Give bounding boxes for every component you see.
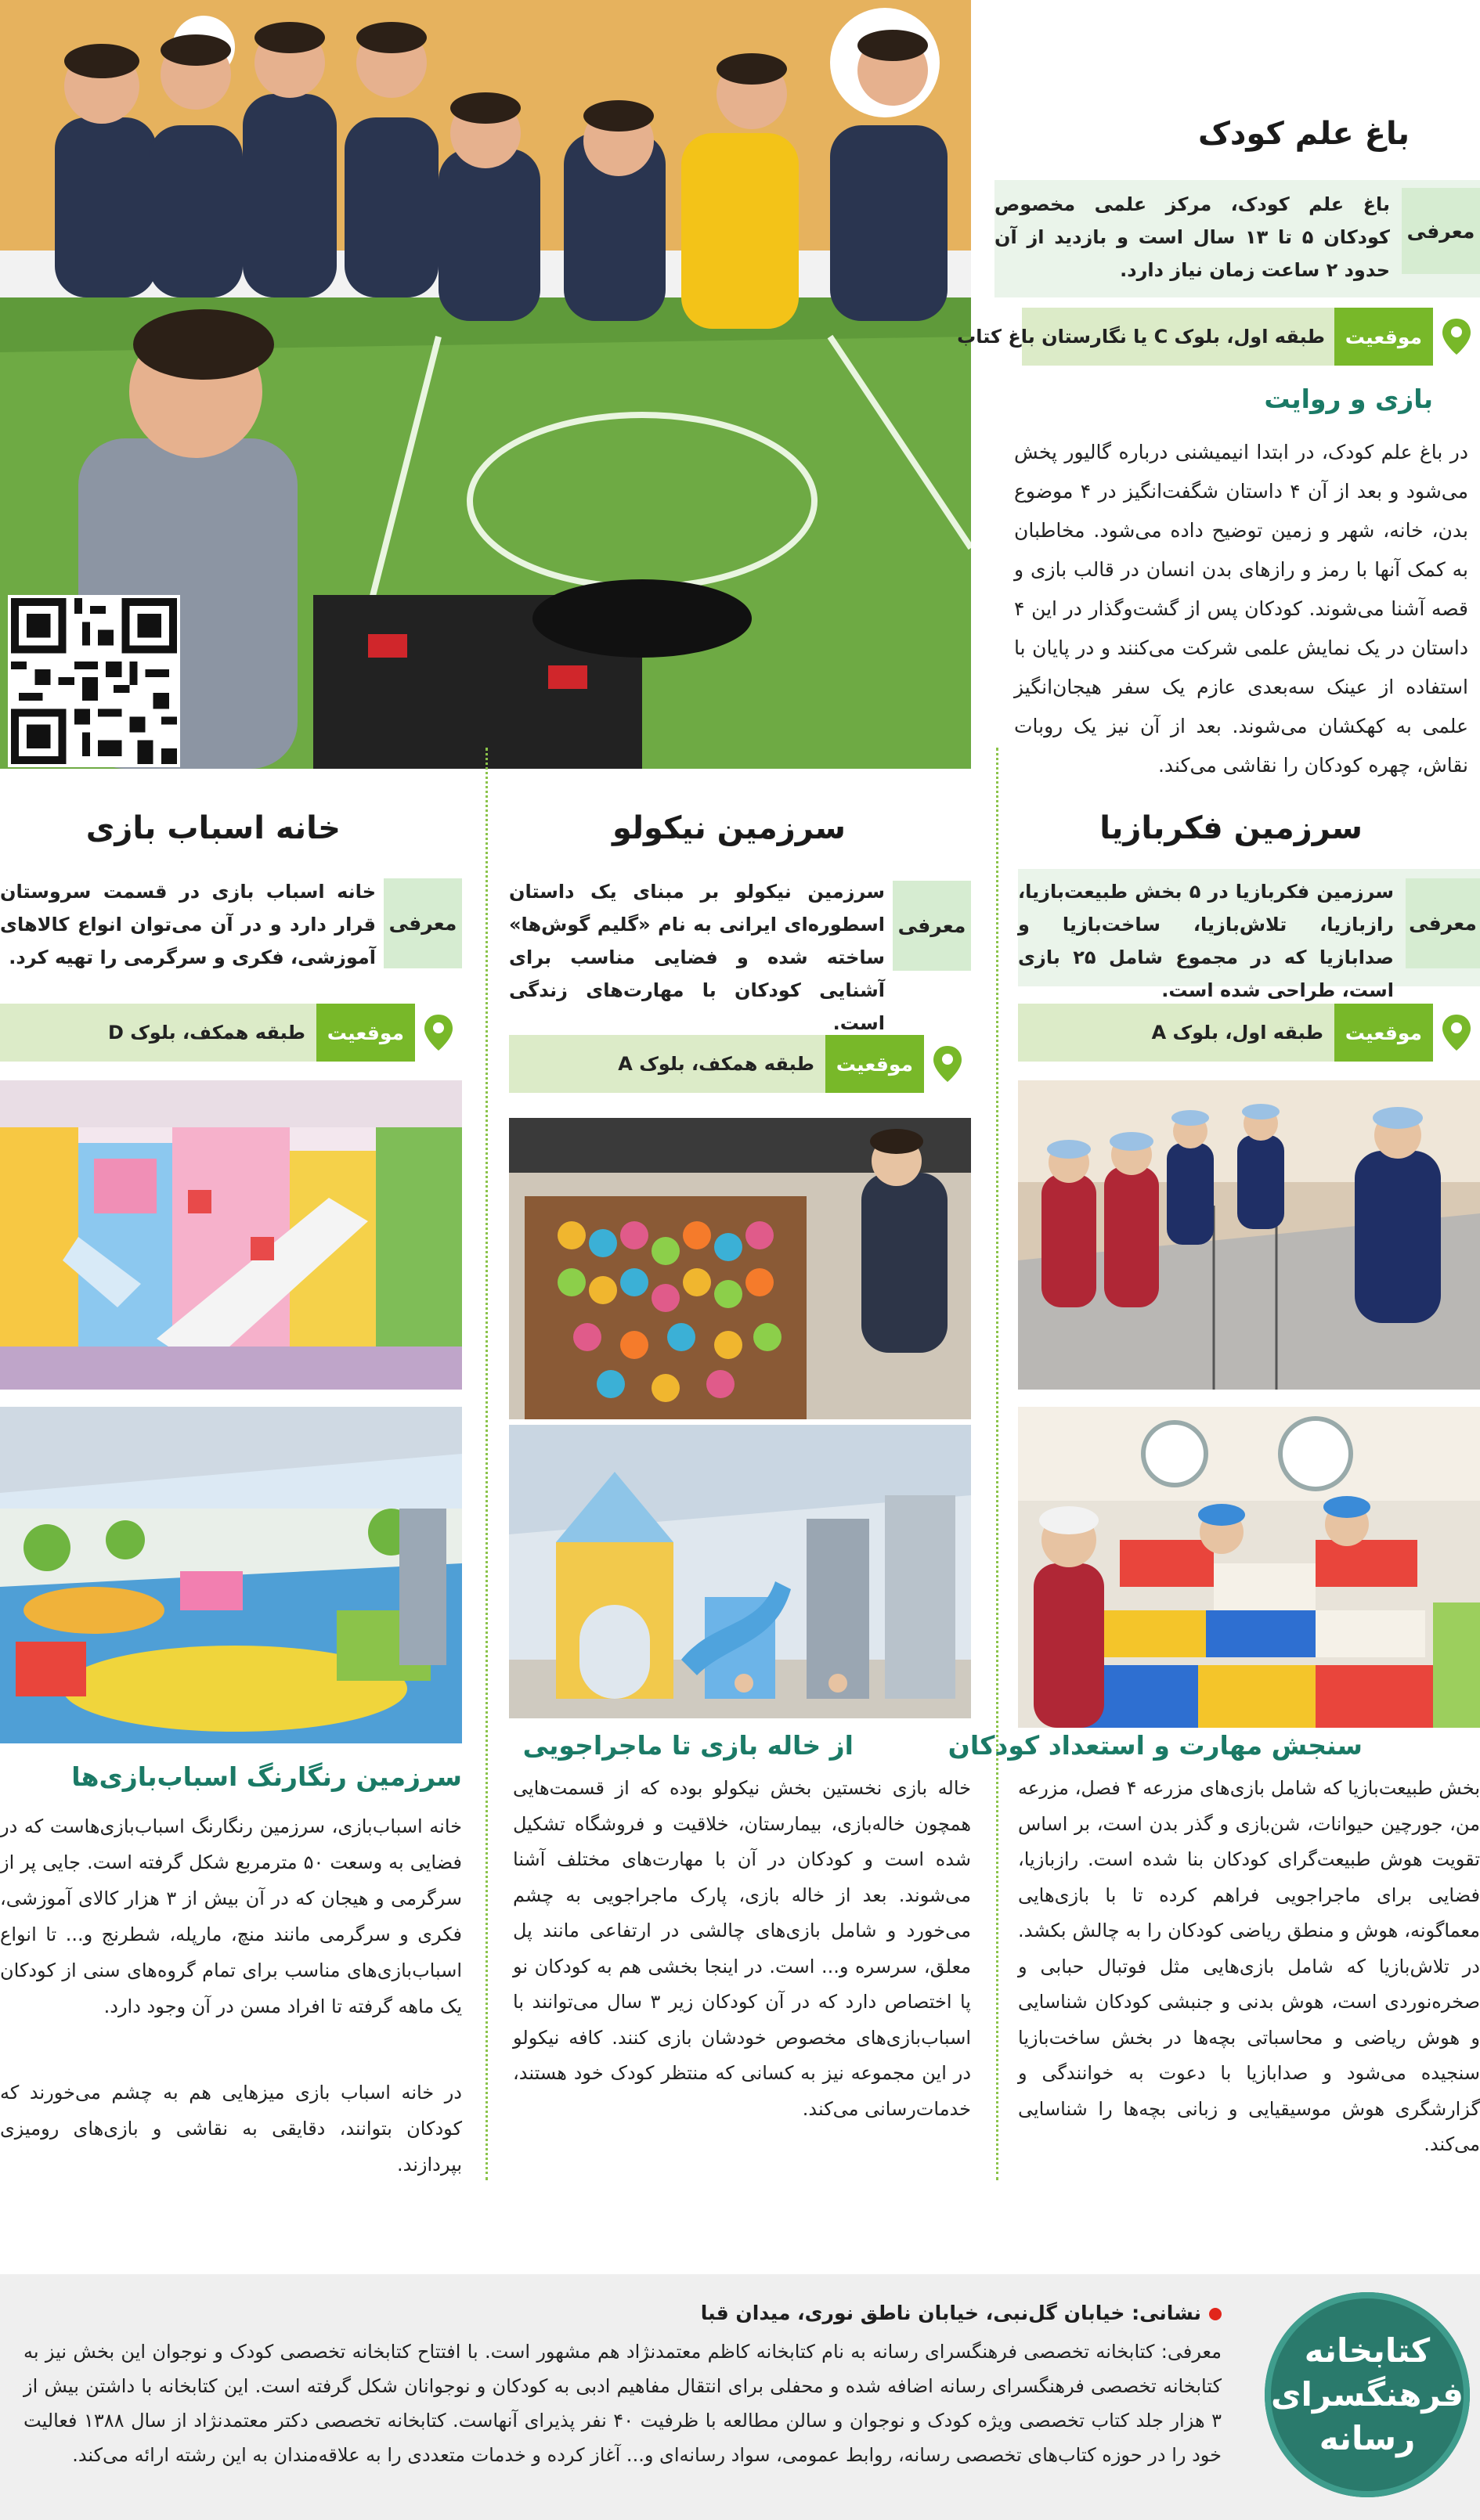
intro-tag: معرفی	[893, 881, 971, 971]
map-pin-icon	[1433, 1004, 1480, 1062]
location-text-toys: طبقه همکف، بلوک D	[107, 1022, 305, 1044]
location-bar-fekrbazia	[1018, 1004, 1480, 1062]
body-toys-2: در خانه اسباب بازی میزهایی هم به چشم می‌خورند که کودکان بتوانند، دقایقی به نقاشی و بازی‌های رومیزی بپردازند.	[0, 2082, 462, 2176]
badge-line: رسانه	[1319, 2419, 1416, 2457]
body-science-garden: در باغ علم کودک، در ابتدا انیمیشنی درباره گالیور پخش می‌شود و بعد از آن ۴ داستان شگفت‌انگیز در ۴ موضوع بدن، خانه، شهر و زمین توضیح داده می‌شود. مخاطبان به کمک آنها با رمز و رازهای بدن انسان در قالب بازی و قصه آشنا می‌شوند. کودکان پس از گشت‌وگذار در این ۴ داستان در یک نمایش علمی شرکت می‌کنند و در پایان با استفاده از عینک سه‌بعدی عازم یک سفر هیجان‌انگیز علمی به کهکشان می‌شوند. بعد از آن نیز یک روبات نقاش، چهره کودکان را نقاشی می‌کند.	[1014, 441, 1468, 777]
photo-fekrbazia-children-walking	[1018, 1080, 1480, 1390]
subhead-play-and-narration: بازی و روایت	[1264, 384, 1433, 414]
intro-text-science-garden: باغ علم کودک، مرکز علمی مخصوص کودکان ۵ تا ۱۳ سال است و بازدید از آن حدود ۲ ساعت زمان نیاز دارد.	[994, 193, 1390, 281]
map-pin-icon	[924, 1035, 971, 1093]
title-fekrbazia: سرزمین فکربازیا	[1099, 810, 1363, 846]
address-label: نشانی:	[1132, 2302, 1201, 2324]
badge-line: فرهنگسرای	[1270, 2375, 1464, 2414]
intro-text-fekrbazia: سرزمین فکربازیا در ۵ بخش طبیعت‌بازیا، رازبازیا، تلاش‌بازیا، ساخت‌بازیا و صدابازیا که در مجموع شامل ۲۵ بازی است، طراحی شده است.	[1018, 881, 1395, 1001]
map-pin-icon	[415, 1004, 462, 1062]
subhead-colorful-toy-land: سرزمین رنگارنگ اسباب‌بازی‌ها	[71, 1761, 462, 1792]
footer-description: معرفی: کتابخانه تخصصی فرهنگسرای رسانه به نام کتابخانه کاظم معتمدنژاد هم مشهور است. با افتتاح کتابخانه تخصصی کودک و نوجوان این بخش نیز به کتابخانه تخصصی فرهنگسرای رسانه اضافه شده و محفلی برای انتقال مفاهیم ادبی به کودکان و نوجوانان شکل گرفته است. این کتابخانه با داشتن بیش از ۳ هزار جلد کتاب تخصصی ویژه کودک و نوجوان و سالن مطالعه با ظرفیت ۴۰ نفر پذیرای آنهاست. کتابخانه تخصصی دکتر معتمدنژاد از سال ۱۳۸۸ فعالیت خود را در حوزه کتاب‌های تخصصی رسانه، روابط عمومی، سواد رسانه‌ای و... آغاز کرده و خدمات متعددی را به علاقه‌مندان به این رشته ارائه می‌کند.	[23, 2341, 1222, 2466]
title-toy-house: خانه اسباب بازی	[85, 810, 341, 846]
footer-address	[701, 2302, 1222, 2324]
location-tag: موقعیت	[1334, 1004, 1433, 1062]
title-nikolo: سرزمین نیکولو	[612, 810, 846, 846]
location-bar-nikolo	[509, 1035, 971, 1093]
media-culture-library-badge	[1265, 2292, 1470, 2497]
column-divider	[996, 748, 998, 2180]
intro-text-toys: خانه اسباب بازی در قسمت سروستان قرار دارد و در آن می‌توان انواع کالاهای آموزشی، فکری و سرگرمی را تهیه کرد.	[0, 881, 376, 968]
location-text-nikolo: طبقه همکف، بلوک A	[618, 1053, 814, 1075]
photo-toys-indoor-playground	[0, 1080, 462, 1390]
red-bullet-icon	[1209, 2308, 1222, 2320]
intro-tag: معرفی	[1402, 188, 1480, 274]
subhead-from-play-to-adventure: از خاله بازی تا ماجراجویی	[522, 1730, 854, 1761]
intro-tag: معرفی	[384, 878, 462, 968]
title-science-garden: باغ علم کودک	[1197, 116, 1410, 152]
photo-toys-colorful-land	[0, 1407, 462, 1743]
location-text-fekrbazia: طبقه اول، بلوک A	[1151, 1022, 1323, 1044]
location-bar-toys	[0, 1004, 462, 1062]
body-toys: خانه اسباب‌بازی، سرزمین رنگارنگ اسباب‌بازی‌هاست که در فضایی به وسعت ۵۰ مترمربع شکل گرفته است. جایی پر از سرگرمی و هیجان که در آن بیش از ۳ هزار کالای آموزشی، فکری و سرگرمی مانند منچ، مارپله، شطرنج و... تا انواع اسباب‌بازی‌های مناسب برای تمام گروه‌های سنی از کودکان یک ماهه گرفته تا افراد مسن در آن وجود دارد.	[0, 1815, 463, 2017]
location-bar-science-garden	[957, 308, 1480, 366]
qr-code[interactable]	[8, 595, 180, 767]
address-text: خیابان گل‌نبی، خیابان ناطق نوری، میدان قبا	[700, 2302, 1125, 2324]
location-text-science-garden: طبقه اول، بلوک C یا نگارستان باغ کتاب	[957, 326, 1325, 348]
body-nikolo: خاله بازی نخستین بخش نیکولو بوده که از قسمت‌هایی همچون خاله‌بازی، بیمارستان، خلاقیت و فروشگاه تشکیل شده است و کودکان در آن با مهارت‌های مختلف آشنا می‌شوند. بعد از خاله بازی، پارک ماجراجویی به چشم می‌خورد و شامل بازی‌های چالشی در ارتفاعی مانند پل معلق، سرسره و... است. در اینجا بخشی هم به کودکان نو پا اختصاص دارد که در آن کودکان زیر ۳ سال می‌توانند با اسباب‌بازی‌های مخصوص خودشان بازی کنند. کافه نیکولو در این مجموعه نیز به کسانی که منتظر کودک خود هستند، خدمات‌رسانی می‌کند.	[513, 1777, 971, 2120]
photo-nikolo-playground	[509, 1425, 971, 1718]
intro-tag: معرفی	[1406, 878, 1480, 968]
location-tag: موقعیت	[316, 1004, 415, 1062]
location-tag: موقعیت	[825, 1035, 924, 1093]
photo-nikolo-abacus-game	[509, 1118, 971, 1419]
subhead-skill-assessment: سنجش مهارت و استعداد کودکان	[948, 1730, 1363, 1761]
location-tag: موقعیت	[1334, 308, 1433, 366]
body-fekrbazia: بخش طبیعت‌بازیا که شامل بازی‌های مزرعه ۴ فصل، مزرعه من، جورچین حیوانات، شن‌بازی و گذر بدن است، بر اساس تقویت هوش طبیعت‌گرای کودکان بنا شده است. رازبازیا، فضایی برای ماجراجویی فراهم کرده تا با بازی‌هایی معماگونه، هوش و منطق ریاضی کودکان را به چالش بکشد. در تلاش‌بازیا که شامل بازی‌هایی مثل فوتبال حبابی و صخره‌نوردی است، هوش بدنی و جنبشی کودکان شناسایی و هوش ریاضی و محاسباتی بچه‌ها در بخش ساخت‌بازیا سنجیده می‌شود و صدابازیا با دعوت به خوانندگی و گزارشگری هوش موسیقیایی و زبانی بچه‌ها را شناسایی می‌کند.	[1018, 1777, 1480, 2155]
intro-text-nikolo: سرزمین نیکولو بر مبنای یک داستان اسطوره‌ای ایرانی به نام «گلیم گوش‌ها» ساخته شده و فضایی مناسب برای آشنایی کودکان با مهارت‌های زندگی است.	[509, 881, 885, 1034]
column-divider	[486, 748, 488, 2180]
photo-fekrbazia-building-blocks	[1018, 1407, 1480, 1728]
map-pin-icon	[1433, 308, 1480, 366]
badge-line: کتابخانه	[1304, 2331, 1431, 2370]
